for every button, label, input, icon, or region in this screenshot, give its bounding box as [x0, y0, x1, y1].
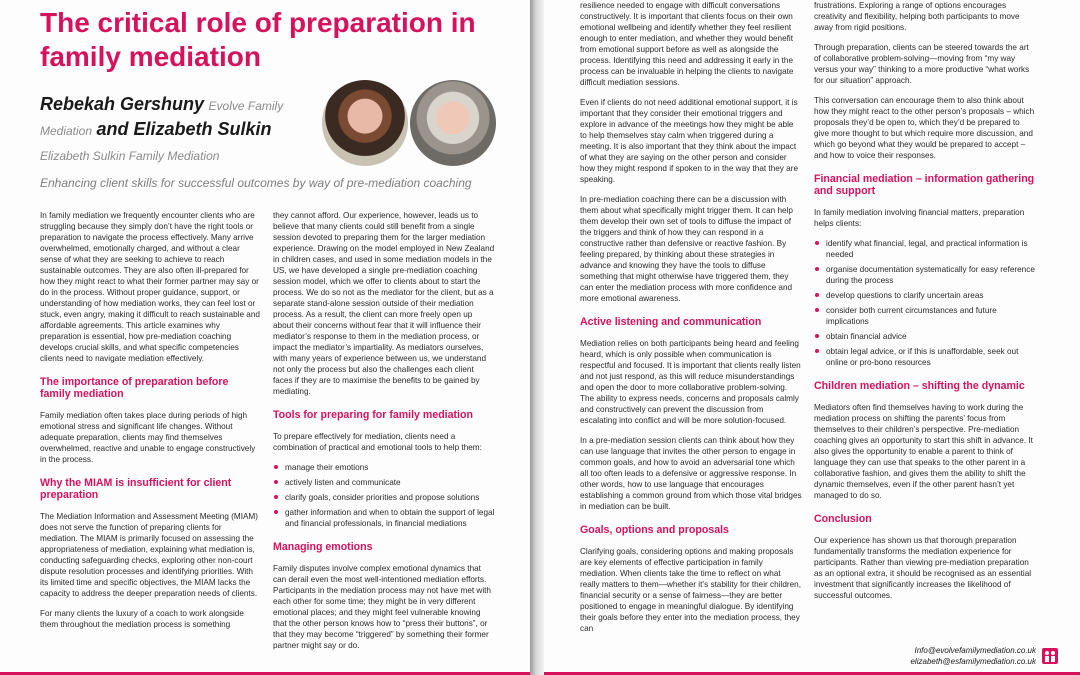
list-item: develop questions to clarify uncertain areas — [814, 290, 1036, 301]
paragraph: In family mediation we frequently encounter clients who are struggling because they simply don’t have the right tools or preparation to navigate the process effectively. Many arrive overwhelmed, emotionally charged, and without a clear sense of what they are seeking to achieve to reach sustainable outcomes. They are also often ill-prepared for how they might react to what their former partner may say or do in the process. Without proper guidance, support, or understanding of how mediation works, they can feel lost or stuck, even angry, making it difficult to reach sustainable and affordable agreements. This article examines why preparation is essential, how pre-mediation coaching develops crucial skills, and what specific competencies clients need to navigate mediation effectively. — [40, 211, 260, 363]
section-heading: Active listening and communication — [580, 316, 762, 328]
author-1-photo — [322, 80, 408, 166]
paragraph: resilience needed to engage with difficult conversations constructively. It is important that clients focus on their own emotional wellbeing and identify whether they feel resilient enough to enter mediation, and whether they would benefit from emotional support before as well as alongside the process. Identifying this need and addressing it early in the process can be invaluable in helping the clients to navigate difficult mediation sessions. — [580, 1, 794, 87]
list-item: manage their emotions — [273, 462, 495, 473]
paragraph: Family mediation often takes place during periods of high emotional stress and significant life changes. Without adequate preparation, clients may find themselves overwhelmed, reactive and unable to engage constructively in the process. — [40, 411, 256, 464]
bullet-list — [273, 462, 495, 529]
author-1-org-part-a: Evolve Family — [208, 99, 284, 113]
author-2-photo — [410, 80, 496, 166]
paragraph: In pre-mediation coaching there can be a discussion with them about what specifically might trigger them. It can help them develop their own set of tools to diffuse the impact of the triggers and think of how they can respond in a constructive rather than defensive or reactive fashion. By feeling prepared, by thinking about these strategies in advance and knowing they have the tools to diffuse something that might otherwise have triggered them, they can enter the mediation process with more confidence and more emotional awareness. — [580, 195, 793, 303]
author-byline — [40, 93, 310, 168]
paragraph: In family mediation involving financial matters, preparation helps clients: — [814, 208, 1025, 228]
paragraph: This conversation can encourage them to also think about how they might react to the other person’s proposals – which proposals they’d be open to, which they’d be prepared to give more thought to but which require more discussion, and which go beyond what they would be prepared to accept – and how to voice their responses. — [814, 96, 1035, 160]
author-2-name: and Elizabeth Sulkin — [96, 119, 272, 139]
paragraph: frustrations. Exploring a range of options encourages creativity and flexibility, helping both participants to move away from rigid positions. — [814, 1, 1020, 32]
list-item: clarify goals, consider priorities and propose solutions — [273, 492, 495, 503]
contact-email-2[interactable]: elizabeth@esfamilymediation.co.uk — [910, 657, 1036, 666]
section-heading: Managing emotions — [273, 541, 373, 553]
paragraph: In a pre-mediation session clients can think about how they can use language that invites the other person to engage in common goals, and how to avoid an adversarial tone which all too often leads to a defensive or aggressive response. In other words, how to use language that encourages establishing a common ground from which those vital bridges in mediation can be built. — [580, 436, 802, 511]
left-column-2 — [273, 210, 495, 660]
section-heading: Financial mediation – information gathering and support — [814, 173, 1035, 197]
paragraph: Mediators often find themselves having to work during the mediation process on shifting the parents’ focus from themselves to their children’s perspective. Pre-mediation coaching gives an opportunity to start this shift in advance. It also gives the opportunity to enable a parent to think of language they can use that speaks to the other parent in a collaborative fashion, and gives them the ability to shift the dynamic themselves, even if the other parent hasn’t yet managed to do so. — [814, 403, 1033, 500]
page-gutter — [530, 0, 544, 675]
list-item: obtain legal advice, or if this is unaffordable, seek out online or pro-bono resources — [814, 346, 1036, 368]
paragraph: For many clients the luxury of a coach to work alongside them throughout the mediation process is something — [40, 609, 244, 629]
author-1-name: Rebekah Gershuny — [40, 94, 205, 114]
paragraph: Mediation relies on both participants being heard and feeling heard, which is only possible when communication is respectful and focused. It is important that clients really listen and not just respond, as this will reduce misunderstandings and open the door to more collaborative problem-solving. The ability to express needs, concerns and proposals calmly and constructively can prevent the discussion from escalating into conflict and will be more solution-focused. — [580, 339, 801, 425]
family-logo-icon — [1042, 648, 1058, 664]
contact-email-1[interactable]: Info@evolvefamilymediation.co.uk — [914, 646, 1036, 655]
paragraph: Even if clients do not need additional emotional support, it is important that they consider their emotional triggers and explore in advance of the meetings how they might be able to help themselves stay calm when triggered during a meeting. It is also important that they think about the impact of what they are saying on the other person and consider how they might respond if spoken to in the way that they are speaking. — [580, 98, 799, 184]
list-item: identify what financial, legal, and practical information is needed — [814, 238, 1036, 260]
section-heading: Conclusion — [814, 513, 872, 525]
section-heading: Why the MIAM is insufficient for client preparation — [40, 477, 232, 501]
right-column-1 — [580, 0, 802, 643]
section-heading: Tools for preparing for family mediation — [273, 409, 473, 421]
paragraph: Family disputes involve complex emotional dynamics that can derail even the most well-intentioned mediation efforts. Participants in the mediation process may not have met with each other for some time; they might be in very different emotional places; and they might feel vulnerable knowing that the other person knows how to “press their buttons”, or that they may become “triggered” by something their former partner might say or do. — [273, 564, 491, 650]
paragraph: To prepare effectively for mediation, clients need a combination of practical and emotional tools to help them: — [273, 432, 482, 452]
list-item: obtain financial advice — [814, 331, 1036, 342]
list-item: organise documentation systematically for easy reference during the process — [814, 264, 1036, 286]
author-1-org-part-b: Mediation — [40, 124, 93, 138]
article-subtitle: Enhancing client skills for successful outcomes by way of pre-mediation coaching — [40, 176, 472, 190]
left-column-1 — [40, 210, 260, 639]
article-title: The critical role of preparation in family mediation — [40, 7, 476, 72]
right-page — [544, 0, 1080, 675]
list-item: actively listen and communicate — [273, 477, 495, 488]
list-item: consider both current circumstances and future implications — [814, 305, 1036, 327]
section-heading: Children mediation – shifting the dynamic — [814, 380, 1025, 392]
paragraph: Clarifying goals, considering options and making proposals are key elements of effective participation in family mediation. When clients take the time to reflect on what really matters to them—whether it’s stability for their children, financial security or a sense of fairness—they are better positioned to engage in meaningful dialogue. By identifying their goals before they enter into the mediation process, they can — [580, 547, 801, 633]
right-column-2 — [814, 0, 1036, 610]
author-2-org: Elizabeth Sulkin Family Mediation — [40, 149, 220, 163]
section-heading: Goals, options and proposals — [580, 524, 729, 536]
paragraph: The Mediation Information and Assessment Meeting (MIAM) does not serve the function of preparing clients for mediation. The MIAM is primarily focused on assessing the appropriateness of mediation, explaining what mediation is, conducting safeguarding checks, exploring other non-court dispute resolution processes and identifying priorities. With its limited time and specific objectives, the MIAM lacks the capacity to address the deeper preparation needs of clients. — [40, 512, 258, 598]
paragraph: Through preparation, clients can be steered towards the art of collaborative problem-solving—moving from “my way versus your way” thinking to a more productive “what works for our situation” approach. — [814, 43, 1030, 85]
section-heading: The importance of preparation before family mediation — [40, 376, 229, 400]
contact-emails — [910, 645, 1036, 667]
list-item: gather information and when to obtain the support of legal and financial professionals, in financial mediations — [273, 507, 495, 529]
paragraph: they cannot afford. Our experience, however, leads us to believe that many clients could still benefit from a single session devoted to preparing them for the larger mediation experience. Drawing on the model employed in New Zealand in children cases, and used in some mediation models in the US, we have developed a single pre-mediation coaching session model, which we offer to clients about to start the process. We do so not as the mediator for the client, but as a separate stand-alone session outside of their mediation process. As a result, the client can more freely open up about their concerns without fear that it will influence their mediator’s response to them in the mediation process, or impact the mediator’s impartiality. As mediators ourselves, with many years of experience between us, we understand not only the process but also the challenges each client faces if they are to maximise the benefits to be gained by mediating. — [273, 211, 495, 396]
left-page — [0, 0, 530, 675]
bullet-list — [814, 238, 1036, 368]
paragraph: Our experience has shown us that thorough preparation fundamentally transforms the mediation experience for participants. Rather than viewing pre-mediation preparation as an optional extra, it should be recognised as an essential investment that significantly increases the likelihood of successful outcomes. — [814, 536, 1032, 600]
